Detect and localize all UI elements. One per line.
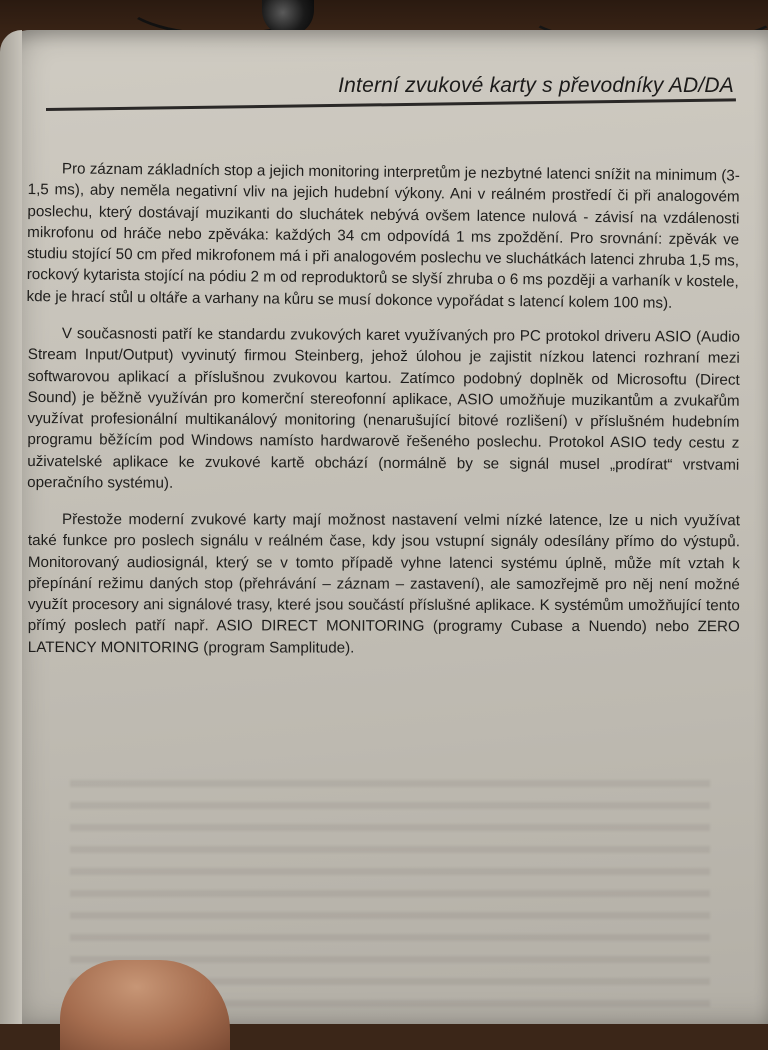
paragraph: Pro záznam základních stop a jejich monitoring interpretům je nezbytné latenci snížit na minimum (3-1,5 ms), aby neměla negativní vliv na jejich hudební výkony. Ani v reálném prostředí či při analogovém poslechu, který dostávají muzikanti do sluchátek nebývá ovšem latence nulová - závisí na vzdálenosti mikrofonu od hráče nebo zpěváka: každých 34 cm odpovídá 1 ms zpoždění. Pro srovnání: zpěvák ve studiu stojící 50 cm před mikrofonem má i při analogovém poslechu ve sluchátkách latenci zhruba 1,5 ms, rockový kytarista stojící na pódiu 2 m od reproduktorů se slyší zhruba o 6 ms později a varhaník v kostele, kde je hrací stůl u oltáře a varhany na kůru se musí dokonce vypořádat s latencí kolem 100 ms). (26, 160, 740, 312)
body-text (28, 158, 740, 675)
paragraph: Přestože moderní zvukové karty mají možnost nastavení velmi nízké latence, lze u nich využívat také funkce pro poslech signálu v reálném čase, kdy jsou vstupní signály odesílány přímo do výstupů. Monitorovaný audiosignál, který se v tomto případě vyhne latenci systému úplně, může mít vztah k přepínání režimu daných stop (přehrávání – záznam – zastavení), ale samozřejmě pro něj není možné využít procesory ani signálové trasy, které jsou součástí příslušné aplikace. K systémům umožňující tento přímý poslech patří např. ASIO DIRECT MONITORING (programy Cubase a Nuendo) nebo ZERO LATENCY MONITORING (program Samplitude). (27, 511, 740, 657)
page-gutter (0, 30, 22, 1024)
paragraph: V současnosti patří ke standardu zvukových karet využívaných pro PC protokol driveru ASIO (Audio Stream Input/Output) vyvinutý firmou Steinberg, jehož úlohou je zajistit nízkou latenci rozhraní mezi softwarovou aplikací a příslušnou zvukovou kartou. Zatímco podobný doplněk od Microsoftu (Direct Sound) je běžně využíván pro komerční stereofonní aplikace, ASIO umožňuje muzikantům a zvukařům využívat profesionální multikanálový monitoring (nenarušující bitové rozlišení) v příslušném hudebním programu běžícím pod Windows namísto hardwarově řešeného poslechu. Protokol ASIO tedy cestu z uživatelské aplikace ke zvukové kartě obchází (normálně by se signál musel „prodírat“ vrstvami operačního systému). (27, 325, 740, 492)
page-title: Interní zvukové karty s převodníky AD/DA (338, 74, 734, 97)
